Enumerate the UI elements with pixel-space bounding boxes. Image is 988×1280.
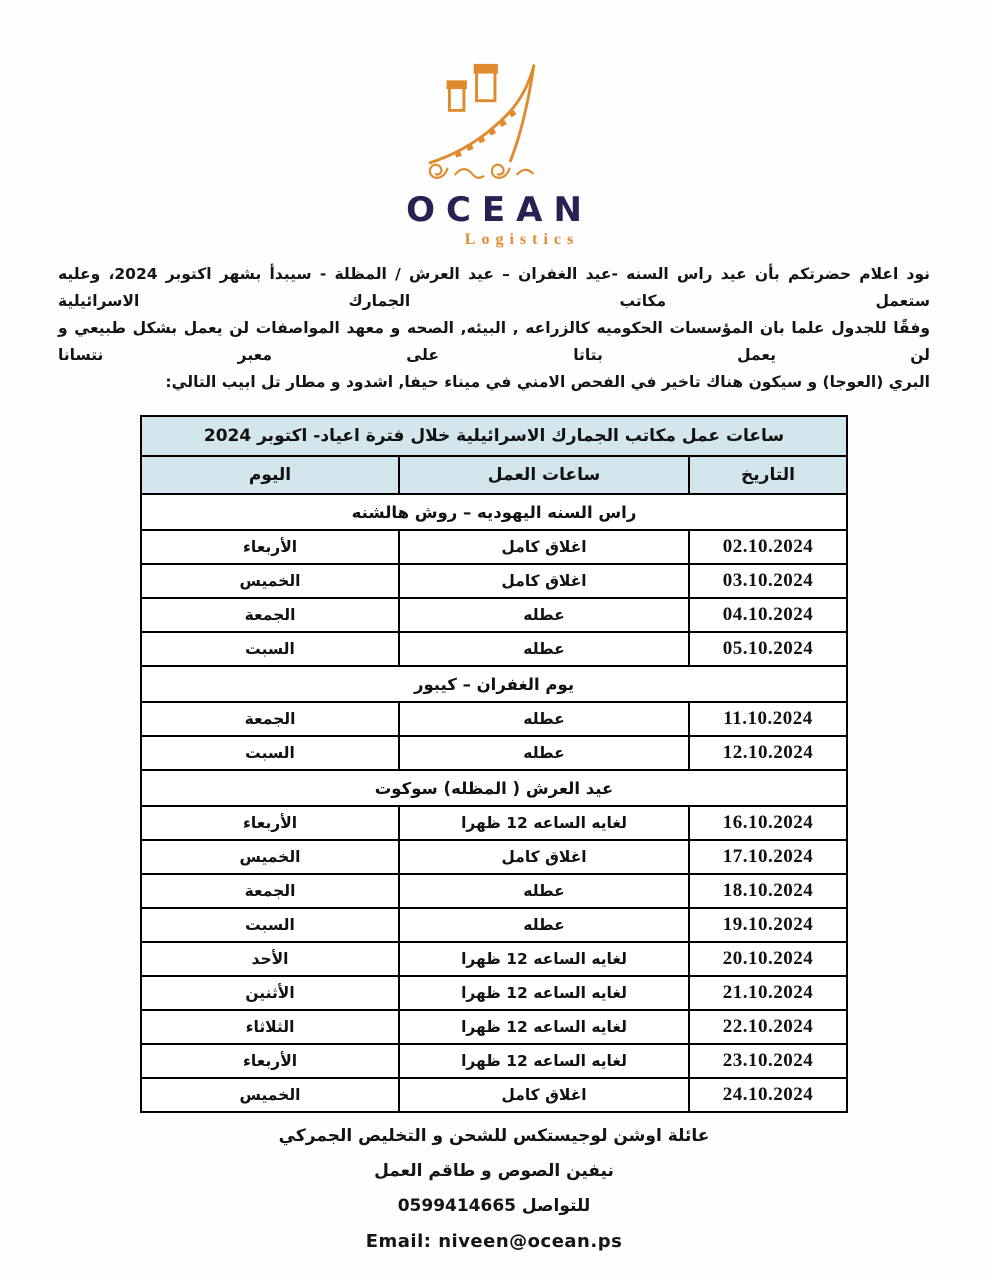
schedule-table xyxy=(140,415,848,1113)
date-cell: 22.10.2024 xyxy=(689,1010,847,1044)
table-row xyxy=(141,976,847,1010)
day-cell: السبت xyxy=(141,908,399,942)
table-row xyxy=(141,1010,847,1044)
day-cell: الجمعة xyxy=(141,874,399,908)
day-cell: السبت xyxy=(141,736,399,770)
intro-paragraph xyxy=(58,261,930,396)
hours-cell: لغايه الساعه 12 ظهرا xyxy=(399,806,689,840)
table-row xyxy=(141,530,847,564)
col-header-date: التاريخ xyxy=(689,456,847,494)
day-cell: الثلاثاء xyxy=(141,1010,399,1044)
date-cell: 21.10.2024 xyxy=(689,976,847,1010)
day-cell: الجمعة xyxy=(141,598,399,632)
holiday-section-row xyxy=(141,494,847,530)
table-row xyxy=(141,1078,847,1112)
footer xyxy=(0,1126,988,1252)
holiday-section-row xyxy=(141,666,847,702)
date-cell: 23.10.2024 xyxy=(689,1044,847,1078)
table-title: ساعات عمل مكاتب الجمارك الاسرائيلية خلال فترة اعياد- اكتوبر 2024 xyxy=(141,416,847,456)
day-cell: الأربعاء xyxy=(141,806,399,840)
brand-tagline: Logistics xyxy=(464,231,580,248)
hours-cell: عطله xyxy=(399,632,689,666)
hours-cell: عطله xyxy=(399,874,689,908)
footer-phone-line: للتواصل 0599414665 xyxy=(397,1196,591,1216)
day-cell: الأحد xyxy=(141,942,399,976)
hours-cell: اغلاق كامل xyxy=(399,530,689,564)
hours-cell: اغلاق كامل xyxy=(399,564,689,598)
table-row xyxy=(141,702,847,736)
hours-cell: عطله xyxy=(399,908,689,942)
day-cell: الخميس xyxy=(141,1078,399,1112)
hours-cell: اغلاق كامل xyxy=(399,840,689,874)
table-row xyxy=(141,806,847,840)
table-row xyxy=(141,908,847,942)
day-cell: الجمعة xyxy=(141,702,399,736)
footer-company-line: عائلة اوشن لوجيستكس للشحن و التخليص الجمركي xyxy=(278,1126,710,1146)
hours-cell: لغايه الساعه 12 ظهرا xyxy=(399,976,689,1010)
holiday-section-title: يوم الغفران – كيبور xyxy=(141,666,847,702)
table-row xyxy=(141,564,847,598)
intro-line-3: البري (العوجا) و سيكون هناك تاخير في الفحص الامني في ميناء حيفا, اشدود و مطار تل ابيب التالي: xyxy=(165,373,930,391)
date-cell: 11.10.2024 xyxy=(689,702,847,736)
day-cell: الأربعاء xyxy=(141,530,399,564)
date-cell: 12.10.2024 xyxy=(689,736,847,770)
date-cell: 02.10.2024 xyxy=(689,530,847,564)
table-row xyxy=(141,1044,847,1078)
hours-cell: عطله xyxy=(399,702,689,736)
table-row xyxy=(141,736,847,770)
footer-team-line: نيفين الصوص و طاقم العمل xyxy=(374,1161,614,1181)
date-cell: 18.10.2024 xyxy=(689,874,847,908)
hours-cell: اغلاق كامل xyxy=(399,1078,689,1112)
table-header-row xyxy=(141,456,847,494)
table-row xyxy=(141,840,847,874)
hours-cell: لغايه الساعه 12 ظهرا xyxy=(399,942,689,976)
hours-cell: عطله xyxy=(399,598,689,632)
date-cell: 20.10.2024 xyxy=(689,942,847,976)
date-cell: 05.10.2024 xyxy=(689,632,847,666)
date-cell: 04.10.2024 xyxy=(689,598,847,632)
table-row xyxy=(141,632,847,666)
date-cell: 17.10.2024 xyxy=(689,840,847,874)
table-row xyxy=(141,942,847,976)
hours-cell: لغايه الساعه 12 ظهرا xyxy=(399,1044,689,1078)
table-row xyxy=(141,874,847,908)
day-cell: الأربعاء xyxy=(141,1044,399,1078)
col-header-hours: ساعات العمل xyxy=(399,456,689,494)
holiday-section-title: عيد العرش ( المظله) سوكوت xyxy=(141,770,847,806)
day-cell: الخميس xyxy=(141,840,399,874)
brand-name: OCEAN xyxy=(406,190,593,230)
day-cell: الخميس xyxy=(141,564,399,598)
hours-cell: لغايه الساعه 12 ظهرا xyxy=(399,1010,689,1044)
ship-icon xyxy=(416,60,572,186)
col-header-day: اليوم xyxy=(141,456,399,494)
date-cell: 16.10.2024 xyxy=(689,806,847,840)
intro-line-1: نود اعلام حضرتكم بأن عيد راس السنه -عيد الغفران – عيد العرش / المظلة - سيبدأ بشهر اكتوبر 2024، وعليه ستعمل مكاتب الجمارك الاسرائيلية xyxy=(58,265,930,310)
table-title-row xyxy=(141,416,847,456)
holiday-section-row xyxy=(141,770,847,806)
holiday-section-title: راس السنه اليهوديه – روش هالشنه xyxy=(141,494,847,530)
footer-email-line: Email: niveen@ocean.ps xyxy=(365,1231,623,1252)
hours-cell: عطله xyxy=(399,736,689,770)
date-cell: 19.10.2024 xyxy=(689,908,847,942)
date-cell: 24.10.2024 xyxy=(689,1078,847,1112)
intro-line-2: وفقًا للجدول علما بان المؤسسات الحكوميه كالزراعه , البيئه, الصحه و معهد المواصفات لن يعمل بشكل طبيعي و لن يعمل بتاتا على معبر نتسانا xyxy=(58,319,930,364)
date-cell: 03.10.2024 xyxy=(689,564,847,598)
table-row xyxy=(141,598,847,632)
day-cell: السبت xyxy=(141,632,399,666)
company-logo xyxy=(0,0,988,249)
day-cell: الأثنين xyxy=(141,976,399,1010)
